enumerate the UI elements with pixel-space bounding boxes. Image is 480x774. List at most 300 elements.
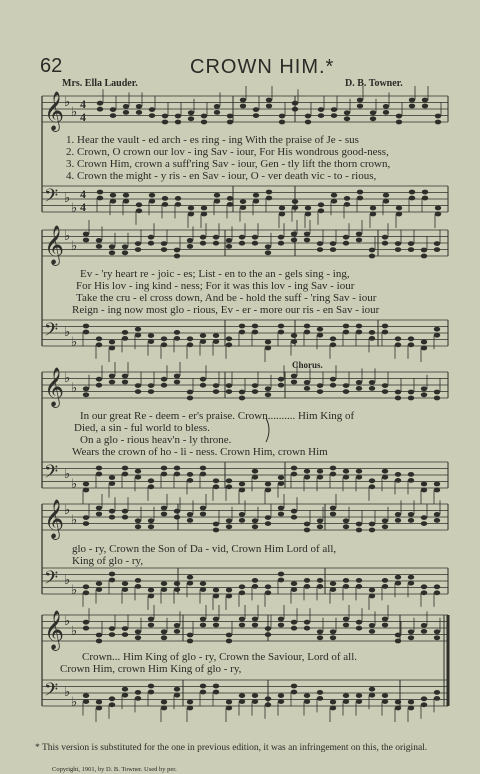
note-head [109,475,115,480]
lyric-line: 1. Hear the vault - ed arch - es ring - ing With the praise of Je - sus [66,134,359,146]
note-head [239,623,245,628]
note-head [187,581,193,586]
note-head [201,120,207,125]
lyric-line: glo - ry, Crown the Son of Da - vid, Crown Him Lord of all, [72,543,337,555]
note-head [317,690,323,695]
note-head [148,241,154,246]
note-head [83,693,89,698]
note-head [265,482,271,487]
note-head [200,690,206,695]
lyric-line: For His lov - ing kind - ness; For it was this lov - ing Sav - iour [76,280,355,292]
note-head [382,584,388,589]
note-head [97,101,103,106]
note-head [330,377,336,382]
note-head [148,690,154,695]
note-head [265,521,271,526]
note-head [240,199,246,204]
note-head [369,484,375,489]
note-head [421,248,427,253]
note-head [161,383,167,388]
note-head [161,336,167,341]
note-head [96,581,102,586]
note-head [187,633,193,638]
bass-clef: 𝄢 [44,568,59,593]
note-head [187,700,193,705]
note-head [109,632,115,637]
note-head [213,235,219,240]
note-head [123,104,129,109]
note-head [370,212,376,217]
note-head [122,687,128,692]
note-head [96,633,102,638]
note-head [291,238,297,243]
note-head [304,693,310,698]
note-head [188,116,194,121]
note-head [434,327,440,332]
note-head [265,626,271,631]
note-head [369,528,375,533]
note-head [278,572,284,577]
note-head [291,333,297,338]
note-head [344,110,350,115]
note-head [291,690,297,695]
note-head [135,524,141,529]
note-head [174,330,180,335]
note-head [383,110,389,115]
note-head [187,706,193,711]
note-head [357,104,363,109]
note-head [201,212,207,217]
note-head [369,629,375,634]
note-head [370,206,376,211]
note-head [135,327,141,332]
note-head [331,199,337,204]
flat-sign: ♭ [71,623,78,638]
note-head [122,466,128,471]
note-head [96,342,102,347]
note-head [109,346,115,351]
note-head [291,380,297,385]
flat-sign: ♭ [64,684,71,699]
lyric-line: 2. Crown, O crown our lov - ing Sav - iour, For His wondrous good-ness, [66,146,389,158]
note-head [266,196,272,201]
note-head [317,696,323,701]
note-head [187,244,193,249]
note-head [213,389,219,394]
note-head [382,699,388,704]
lyric-line: Died, a sin - ful world to bless. [74,422,210,434]
bass-clef: 𝄢 [44,320,59,345]
note-head [226,639,232,644]
bass-clef: 𝄢 [44,186,59,211]
note-head [174,687,180,692]
note-head [421,521,427,526]
note-head [200,684,206,689]
note-head [122,515,128,520]
note-head [213,478,219,483]
note-head [395,472,401,477]
note-head [226,524,232,529]
note-head [200,466,206,471]
note-head [382,623,388,628]
note-head [252,475,258,480]
note-head [253,107,259,112]
note-head [122,581,128,586]
note-head [330,700,336,705]
note-head [343,693,349,698]
note-head [135,635,141,640]
note-head [240,98,246,103]
note-head [96,506,102,511]
note-head [382,324,388,329]
note-head [253,193,259,198]
note-head [304,620,310,625]
note-head [213,241,219,246]
note-head [408,635,414,640]
note-head [356,386,362,391]
note-head [226,700,232,705]
note-head [109,515,115,520]
note-head [317,635,323,640]
note-head [265,696,271,701]
note-head [122,244,128,249]
note-head [174,693,180,698]
note-head [330,342,336,347]
note-head [83,488,89,493]
note-head [291,232,297,237]
note-head [434,696,440,701]
note-head [161,506,167,511]
note-head [97,107,103,112]
note-head [278,578,284,583]
treble-clef: 𝄞 [44,610,65,650]
note-head [226,336,232,341]
note-head [83,626,89,631]
lyric-line: Reign - ing now most glo - rious, Ev - er - more our ris - en Sav - iour [72,304,380,316]
note-head [161,512,167,517]
note-head [356,380,362,385]
note-head [135,333,141,338]
note-head [148,617,154,622]
note-head [317,469,323,474]
note-head [343,524,349,529]
note-head [356,699,362,704]
note-head [382,578,388,583]
note-head [434,512,440,517]
note-head [200,512,206,517]
note-head [239,518,245,523]
note-head [83,584,89,589]
note-head [408,706,414,711]
note-head [148,235,154,240]
note-head [343,469,349,474]
note-head [291,620,297,625]
note-head [382,617,388,622]
note-head [330,466,336,471]
note-head [148,588,154,593]
note-head [421,623,427,628]
note-head [135,629,141,634]
lyric-line: 3. Crown Him, crown a suff'ring Sav - iour, Gen - tly lift the thorn crown, [66,158,391,170]
note-head [408,247,414,252]
note-head [409,98,415,103]
note-head [343,389,349,394]
note-head [421,584,427,589]
treble-clef: 𝄞 [44,225,65,265]
note-head [421,590,427,595]
note-head [239,617,245,622]
note-head [291,472,297,477]
note-head [304,232,310,237]
note-head [162,202,168,207]
copyright-notice: Copyright, 1901, by D. B. Towner. Used by per. [52,766,177,773]
time-signature-bottom: 4 [80,110,86,124]
note-head [343,383,349,388]
note-head [148,339,154,344]
note-head [343,330,349,335]
note-head [382,383,388,388]
note-head [174,509,180,514]
note-head [161,635,167,640]
note-head [123,193,129,198]
note-head [174,380,180,385]
note-head [239,584,245,589]
note-head [161,629,167,634]
note-head [161,706,167,711]
note-head [330,635,336,640]
note-head [330,581,336,586]
note-head [174,254,180,259]
note-head [83,590,89,595]
note-head [96,336,102,341]
flat-sign: ♭ [71,334,78,349]
note-head [395,581,401,586]
lyric-line: Wears the crown of ho - li - ness. Crown Him, crown Him [72,446,328,458]
note-head [304,626,310,631]
hymn-title: CROWN HIM.* [190,56,335,78]
note-head [395,700,401,705]
note-head [369,687,375,692]
note-head [304,386,310,391]
note-head [187,478,193,483]
note-head [174,472,180,477]
note-head [200,333,206,338]
note-head [382,475,388,480]
note-head [317,241,323,246]
note-head [279,120,285,125]
note-head [305,206,311,211]
note-head [96,639,102,644]
note-head [357,196,363,201]
note-head [395,342,401,347]
note-head [278,623,284,628]
note-head [278,330,284,335]
note-head [343,241,349,246]
note-head [395,575,401,580]
note-head [109,696,115,701]
note-head [109,578,115,583]
note-head [278,506,284,511]
note-head [240,104,246,109]
note-head [395,336,401,341]
bass-clef: 𝄢 [44,462,59,487]
note-head [395,518,401,523]
note-head [174,581,180,586]
note-head [330,512,336,517]
note-head [382,518,388,523]
note-head [200,617,206,622]
note-head [408,518,414,523]
note-head [331,193,337,198]
note-head [434,333,440,338]
note-head [356,626,362,631]
lyric-line: Crown Him, crown Him King of glo - ry, [60,663,242,675]
note-head [343,578,349,583]
note-head [421,254,427,259]
note-head [291,684,297,689]
note-head [175,120,181,125]
note-head [434,488,440,493]
note-head [110,193,116,198]
note-head [266,104,272,109]
note-head [161,247,167,252]
note-head [253,113,259,118]
note-head [434,690,440,695]
note-head [122,374,128,379]
note-head [409,104,415,109]
note-head [382,389,388,394]
note-head [135,475,141,480]
note-head [96,377,102,382]
note-head [317,333,323,338]
note-head [148,478,154,483]
note-head [330,629,336,634]
note-head [175,114,181,119]
note-head [395,633,401,638]
note-head [395,241,401,246]
note-head [188,110,194,115]
note-head [278,324,284,329]
note-head [252,693,258,698]
note-head [187,238,193,243]
note-head [382,330,388,335]
note-head [382,469,388,474]
note-head [239,241,245,246]
note-head [109,626,115,631]
note-head [330,587,336,592]
note-head [135,518,141,523]
note-head [330,247,336,252]
note-head [422,104,428,109]
note-head [226,594,232,599]
note-head [226,342,232,347]
note-head [213,684,219,689]
lyric-line: 4. Crown the might - y ris - en Sav - iour, O - ver death vic - to - rious, [66,170,377,182]
note-head [265,702,271,707]
note-head [135,383,141,388]
note-head [214,104,220,109]
note-head [317,518,323,523]
note-head [226,389,232,394]
note-head [317,327,323,332]
note-head [278,235,284,240]
note-head [135,584,141,589]
note-head [382,693,388,698]
note-head [213,588,219,593]
note-head [174,466,180,471]
note-head [278,699,284,704]
flat-sign: ♭ [64,502,71,517]
note-head [330,241,336,246]
flat-sign: ♭ [64,190,71,205]
note-head [369,623,375,628]
note-head [149,199,155,204]
note-head [318,113,324,118]
note-head [96,466,102,471]
note-head [343,623,349,628]
note-head [96,587,102,592]
note-head [434,629,440,634]
composer-credit: D. B. Towner. [345,78,403,89]
note-head [421,392,427,397]
note-head [395,478,401,483]
note-head [122,509,128,514]
note-head [200,241,206,246]
note-head [330,506,336,511]
note-head [396,206,402,211]
note-head [396,212,402,217]
note-head [239,396,245,401]
note-head [383,104,389,109]
note-head [239,590,245,595]
note-head [279,212,285,217]
note-head [292,107,298,112]
note-head [136,104,142,109]
note-head [213,623,219,628]
note-head [395,639,401,644]
note-head [421,346,427,351]
note-head [123,110,129,115]
note-head [136,208,142,213]
note-head [356,578,362,583]
note-head [278,383,284,388]
note-head [174,248,180,253]
note-head [317,475,323,480]
note-head [226,484,232,489]
note-head [109,509,115,514]
note-head [214,193,220,198]
note-head [83,238,89,243]
note-head [187,396,193,401]
note-head [187,575,193,580]
note-head [265,244,271,249]
note-head [265,590,271,595]
note-head [96,512,102,517]
note-head [434,590,440,595]
note-head [318,202,324,207]
note-head [109,481,115,486]
note-head [304,380,310,385]
note-head [408,336,414,341]
note-head [408,396,414,401]
note-head [356,238,362,243]
note-head [317,389,323,394]
note-head [252,699,258,704]
note-head [331,113,337,118]
note-head [369,478,375,483]
note-head [252,584,258,589]
note-head [330,472,336,477]
